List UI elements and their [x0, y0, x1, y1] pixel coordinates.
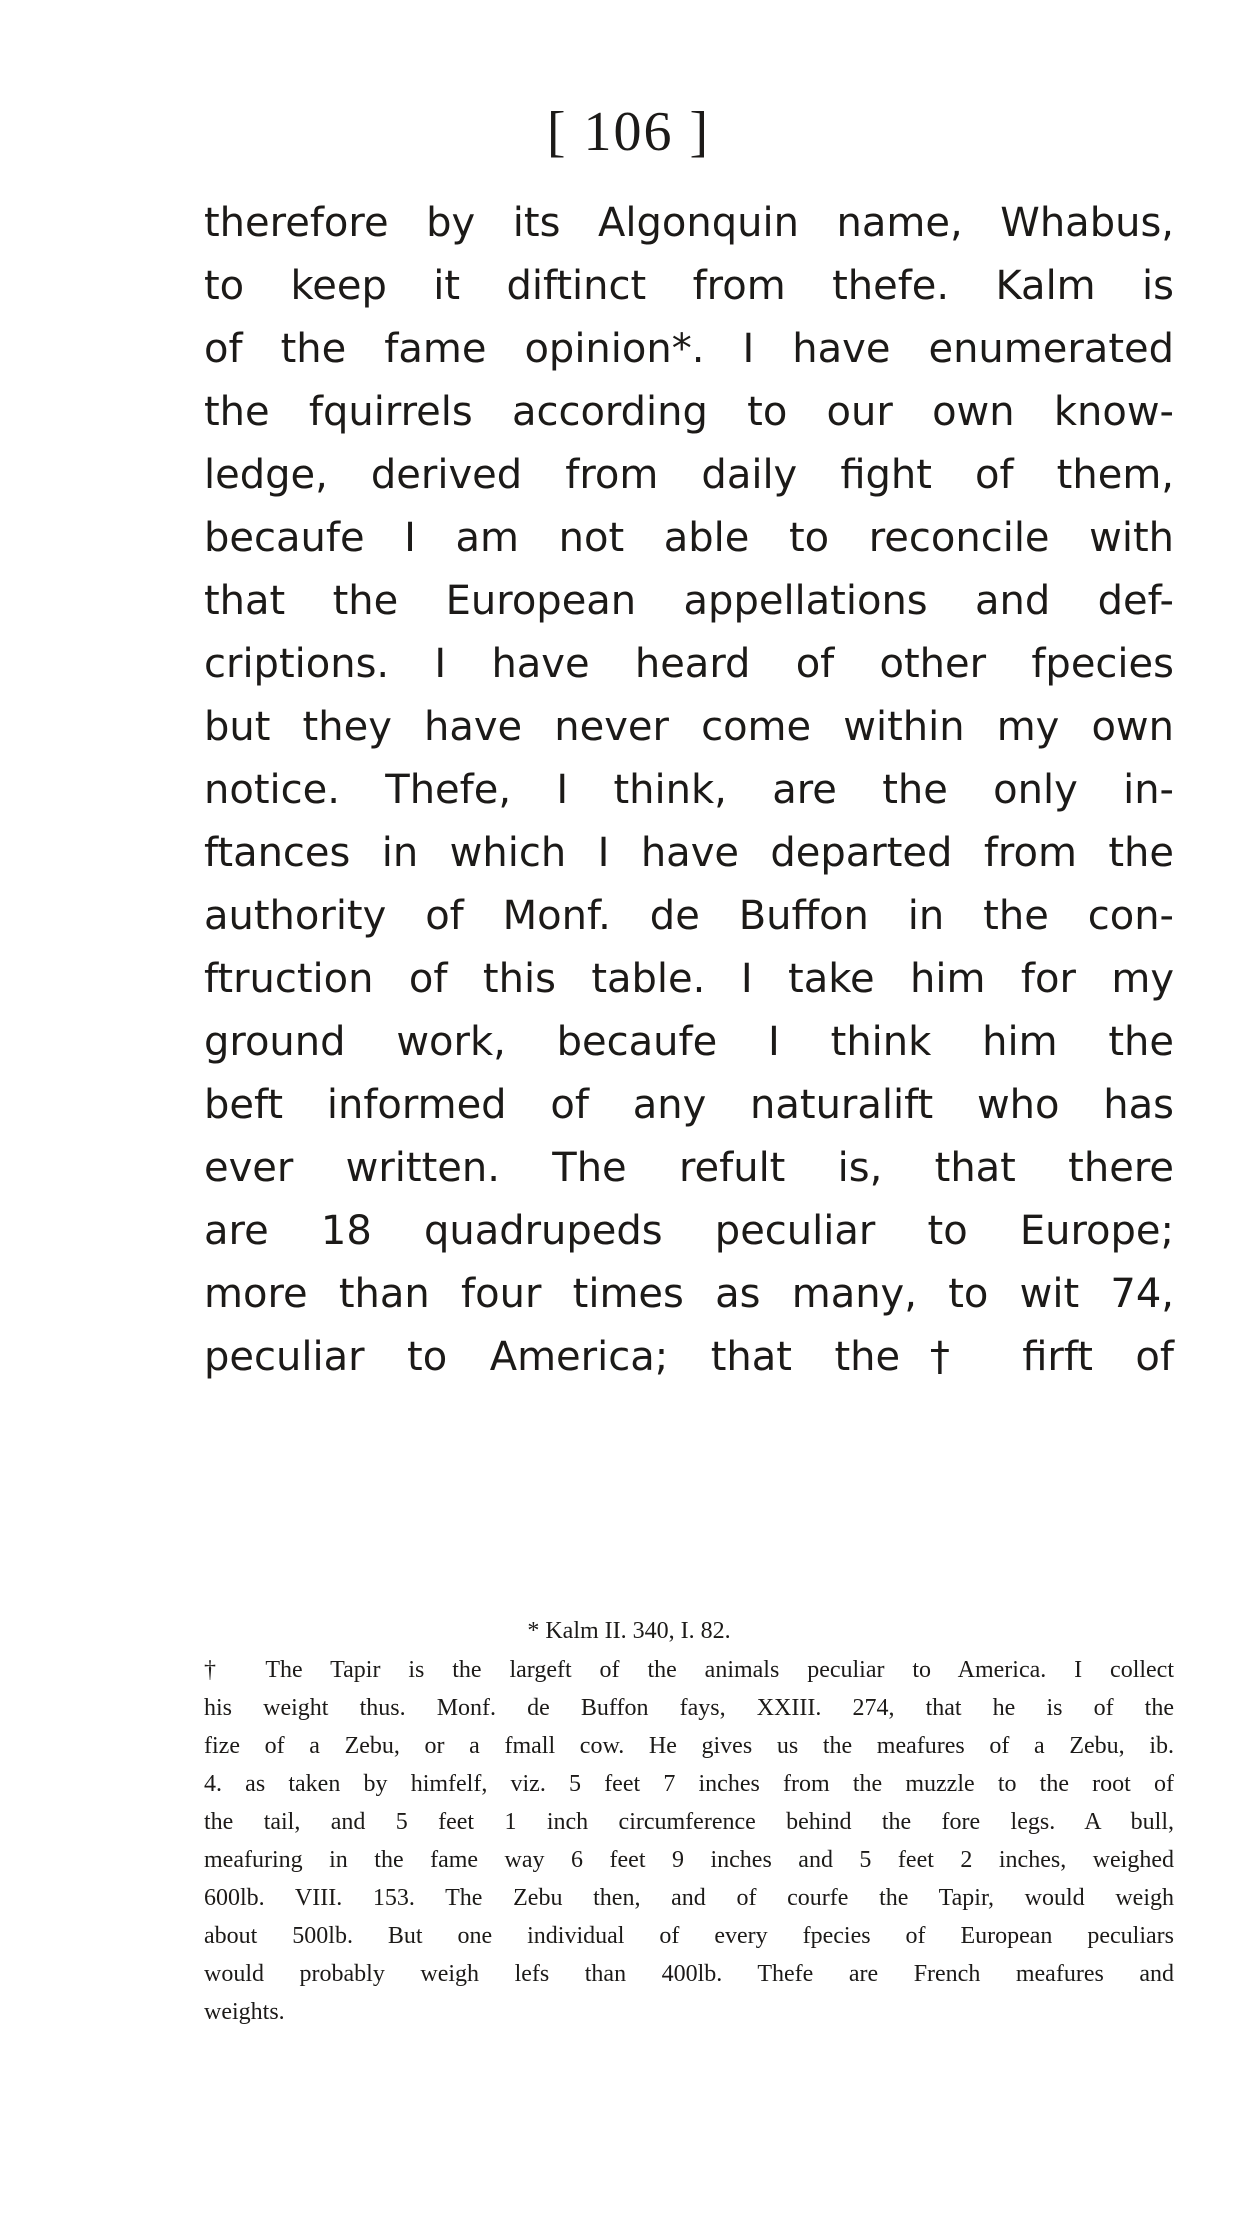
- body-line: ever written. The refult is, that there: [204, 1145, 1174, 1191]
- footnote-tapir-line: 4. as taken by himfelf, viz. 5 feet 7 inches from the muzzle to the root of: [204, 1771, 1174, 1797]
- footnote-tapir-line: the tail, and 5 feet 1 inch circumference behind the fore legs. A bull,: [204, 1809, 1174, 1835]
- footnote-tapir-line: 600lb. VIII. 153. The Zebu then, and of courfe the Tapir, would weigh: [204, 1885, 1174, 1911]
- body-line: ledge, derived from daily fight of them,: [204, 452, 1174, 498]
- body-line: criptions. I have heard of other fpecies: [204, 641, 1174, 687]
- footnote-kalm: * Kalm II. 340, I. 82.: [527, 1618, 731, 1644]
- body-line: the fquirrels according to our own know-: [204, 389, 1174, 435]
- body-line: beft informed of any naturalift who has: [204, 1082, 1174, 1128]
- footnote-tapir-line: his weight thus. Monf. de Buffon fays, XXIII. 274, that he is of the: [204, 1695, 1174, 1721]
- body-line: notice. Thefe, I think, are the only in-: [204, 767, 1174, 813]
- body-line: therefore by its Algonquin name, Whabus,: [204, 200, 1174, 246]
- footnote-tapir-line: meafuring in the fame way 6 feet 9 inches and 5 feet 2 inches, weighed: [204, 1847, 1174, 1873]
- page-number: [ 106 ]: [546, 101, 711, 163]
- body-line: that the European appellations and def-: [204, 578, 1174, 624]
- body-line: to keep it diftinct from thefe. Kalm is: [204, 263, 1174, 309]
- body-line: ground work, becaufe I think him the: [204, 1019, 1174, 1065]
- body-line: are 18 quadrupeds peculiar to Europe;: [204, 1208, 1174, 1254]
- footnotes: [204, 1611, 1174, 2031]
- body-line: but they have never come within my own: [204, 704, 1174, 750]
- footnote-tapir-line: about 500lb. But one individual of every fpecies of European peculiars: [204, 1923, 1174, 1949]
- body-line: authority of Monf. de Buffon in the con-: [204, 893, 1174, 939]
- body-text: [204, 192, 1174, 1389]
- footnote-tapir-line: weights.: [204, 1999, 285, 2025]
- body-line: becaufe I am not able to reconcile with: [204, 515, 1174, 561]
- body-line: of the fame opinion*. I have enumerated: [204, 326, 1174, 372]
- body-line: more than four times as many, to wit 74,: [204, 1271, 1174, 1317]
- body-line: peculiar to America; that the† firft of: [204, 1334, 1174, 1380]
- footnote-tapir-line: fize of a Zebu, or a fmall cow. He gives us the meafures of a Zebu, ib.: [204, 1733, 1174, 1759]
- body-line: ftances in which I have departed from the: [204, 830, 1174, 876]
- footnote-tapir-line: would probably weigh lefs than 400lb. Thefe are French meafures and: [204, 1961, 1174, 1987]
- footnote-tapir-line: † The Tapir is the largeft of the animals peculiar to America. I collect: [204, 1657, 1174, 1683]
- body-line: ftruction of this table. I take him for my: [204, 956, 1174, 1002]
